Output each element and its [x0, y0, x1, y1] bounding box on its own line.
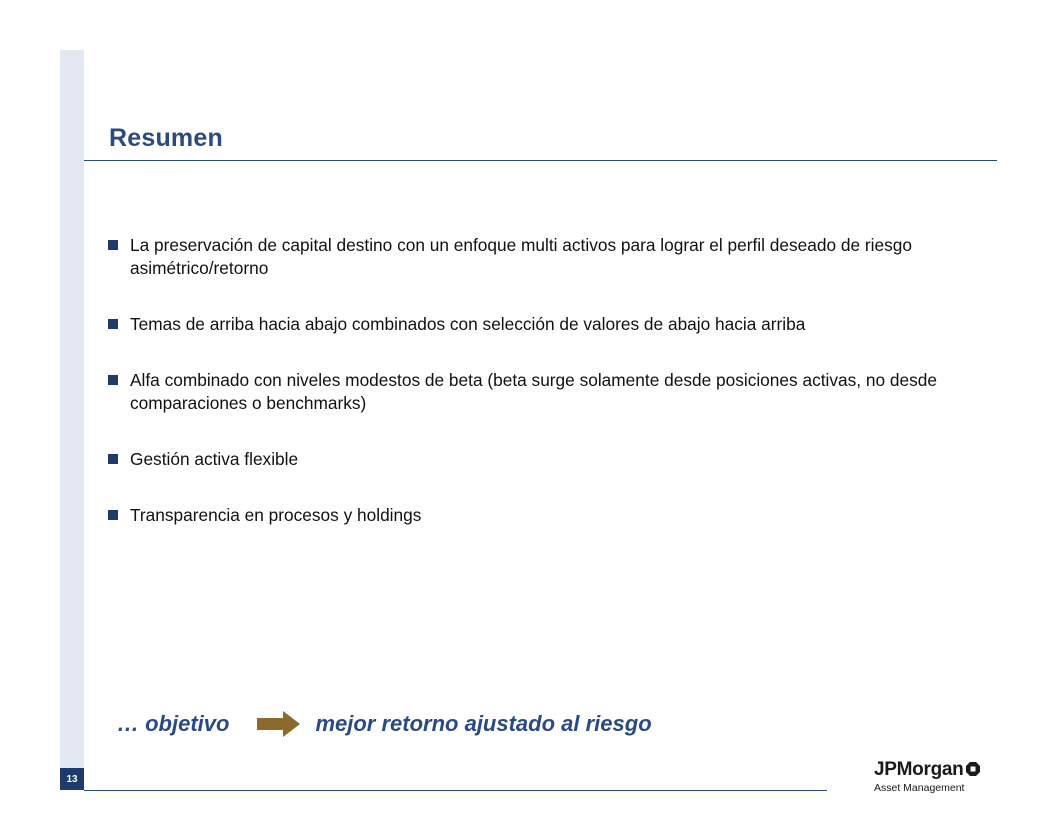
bullet-text: Temas de arriba hacia abajo combinados con selección de valores de abajo hacia arriba: [130, 314, 806, 334]
objective-label: … objetivo: [117, 711, 230, 736]
objective-result: mejor retorno ajustado al riesgo: [315, 711, 652, 736]
square-bullet-icon: [108, 319, 118, 329]
right-arrow-icon: [257, 710, 301, 738]
slide-title: Resumen: [109, 124, 223, 152]
objective-statement: [117, 707, 652, 741]
square-bullet-icon: [108, 510, 118, 520]
bullet-item: [108, 504, 988, 527]
footer-divider: [84, 790, 827, 791]
bullet-list: [108, 234, 988, 560]
jpmorgan-logo: [874, 760, 1014, 796]
left-accent-band: [60, 50, 84, 790]
square-bullet-icon: [108, 454, 118, 464]
square-bullet-icon: [108, 240, 118, 250]
square-bullet-icon: [108, 375, 118, 385]
bullet-text: La preservación de capital destino con un enfoque multi activos para lograr el perfil deseado de riesgo asimétrico/retorno: [130, 235, 912, 278]
bullet-item: [108, 448, 988, 471]
bullet-item: [108, 369, 988, 415]
logo-wordmark: JPMorgan: [874, 759, 964, 780]
logo-subtitle: Asset Management: [874, 782, 965, 794]
bullet-text: Transparencia en procesos y holdings: [130, 505, 422, 525]
page-number: 13: [60, 768, 84, 790]
octagon-logo-icon: [966, 762, 980, 776]
bullet-text: Alfa combinado con niveles modestos de beta (beta surge solamente desde posiciones activas, no desde comparaciones o benchmarks): [130, 370, 937, 413]
bullet-item: [108, 234, 988, 280]
bullet-text: Gestión activa flexible: [130, 449, 299, 469]
title-divider: [84, 160, 997, 161]
bullet-item: [108, 313, 988, 336]
